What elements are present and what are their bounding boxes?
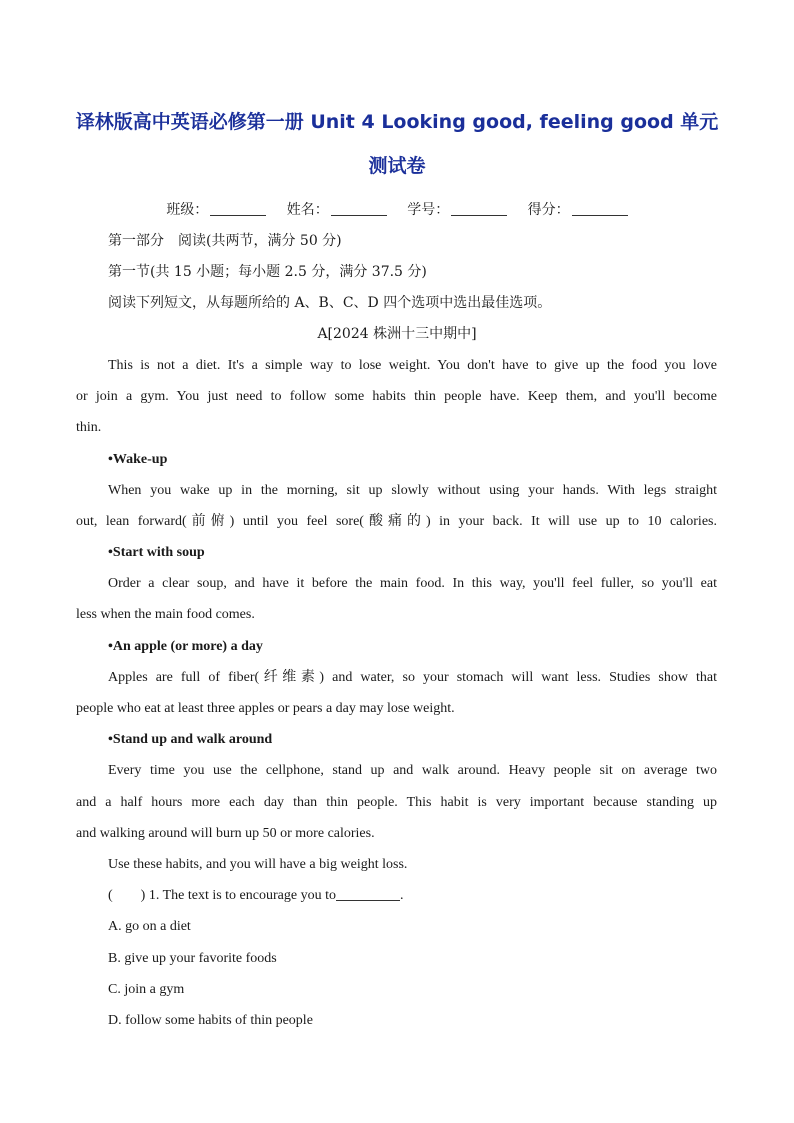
score-blank[interactable] xyxy=(572,201,628,216)
intro-line-3: thin. xyxy=(76,420,102,435)
wakeup-line-2: out, lean forward(前俯) until you feel sore(酸痛的) in your back. It will use up to 10 calories. xyxy=(76,514,717,529)
walk-line-3: and walking around will burn up 50 or more calories. xyxy=(76,826,375,841)
soup-line-2: less when the main food comes. xyxy=(76,607,255,622)
heading-wake-up: •Wake-up xyxy=(108,452,168,467)
instruction: 阅读下列短文，从每题所给的 A、B、C、D 四个选项中选出最佳选项。 xyxy=(108,295,552,311)
question-blank xyxy=(336,886,400,901)
wakeup-line-1: When you wake up in the morning, sit up slowly without using your hands. With legs straight xyxy=(108,483,717,498)
class-label: 班级： xyxy=(166,202,209,218)
option-c[interactable]: C. join a gym xyxy=(108,982,185,997)
class-field xyxy=(166,199,266,221)
heading-walk: •Stand up and walk around xyxy=(108,732,273,747)
intro-line-2: or join a gym. You just need to follow some habits thin people have. Keep them, and you'll become xyxy=(76,389,717,404)
score-label: 得分： xyxy=(527,202,570,218)
section-heading: 第一节(共 15 小题；每小题 2.5 分，满分 37.5 分) xyxy=(108,264,427,280)
intro-line-1: This is not a diet. It's a simple way to lose weight. You don't have to give up the food you love xyxy=(108,358,717,373)
name-field xyxy=(287,199,387,221)
heading-soup: •Start with soup xyxy=(108,545,205,560)
passage-label: A[2024 株洲十三中期中] xyxy=(317,326,477,342)
name-blank[interactable] xyxy=(331,201,387,216)
question-period: . xyxy=(399,888,404,903)
heading-apple: •An apple (or more) a day xyxy=(108,639,263,654)
id-field xyxy=(407,199,507,221)
walk-line-2: and a half hours more each day than thin people. This habit is very important because standing up xyxy=(76,795,717,810)
option-d[interactable]: D. follow some habits of thin people xyxy=(108,1013,313,1028)
question-stem: 1. The text is to encourage you to xyxy=(148,888,336,903)
id-blank[interactable] xyxy=(451,201,507,216)
score-field xyxy=(528,199,628,221)
apple-line-2: people who eat at least three apples or pears a day may lose weight. xyxy=(76,701,455,716)
part-heading: 第一部分 阅读(共两节，满分 50 分) xyxy=(108,233,342,249)
student-info-row xyxy=(0,199,794,221)
option-b[interactable]: B. give up your favorite foods xyxy=(108,951,277,966)
id-label: 学号： xyxy=(407,202,450,218)
walk-line-1: Every time you use the cellphone, stand up and walk around. Heavy people sit on average two xyxy=(108,763,717,778)
page-title: 译林版高中英语必修第一册 Unit 4 Looking good, feeling good 单元测试卷 xyxy=(75,111,719,177)
closing-line: Use these habits, and you will have a big weight loss. xyxy=(108,857,408,872)
soup-line-1: Order a clear soup, and have it before the main food. In this way, you'll feel fuller, so you'll eat xyxy=(108,576,717,591)
name-label: 姓名： xyxy=(286,202,329,218)
class-blank[interactable] xyxy=(210,201,266,216)
apple-line-1: Apples are full of fiber(纤维素) and water, so your stomach will want less. Studies show that xyxy=(108,670,717,685)
option-a[interactable]: A. go on a diet xyxy=(108,919,191,934)
answer-paren[interactable]: ( ) xyxy=(108,888,146,903)
question-1 xyxy=(108,886,717,906)
